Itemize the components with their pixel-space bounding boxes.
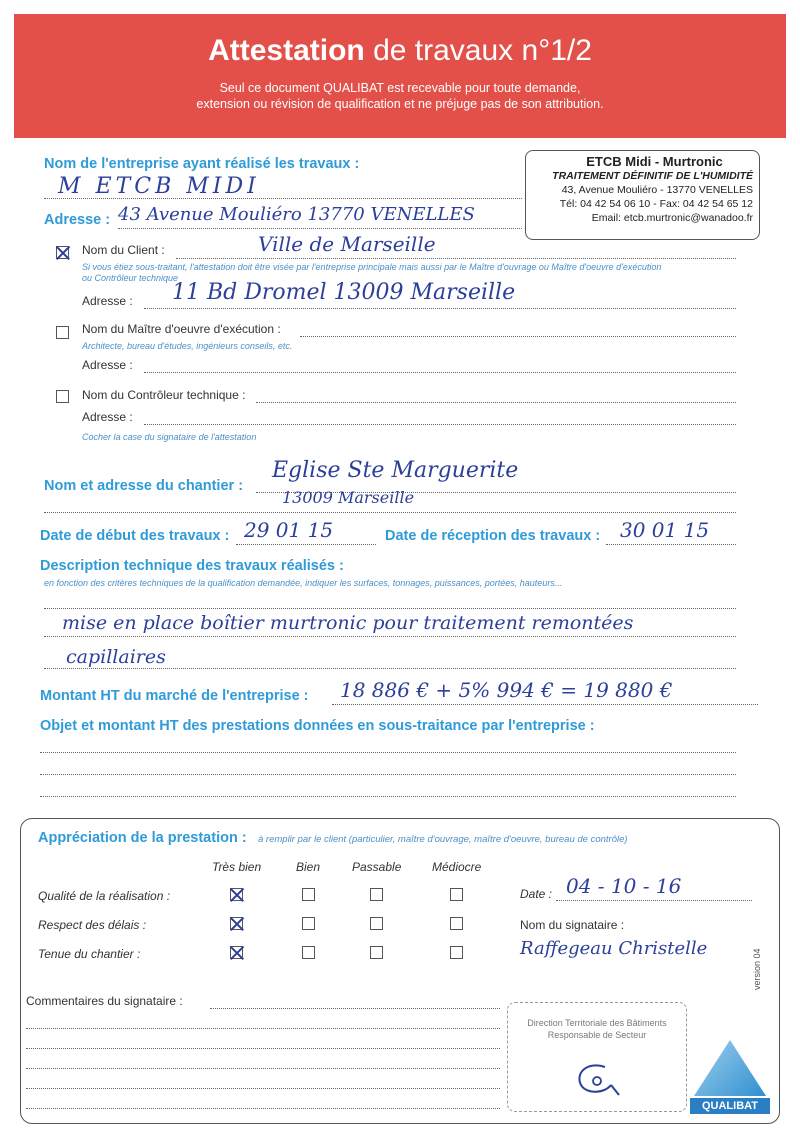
chantier-label: Nom et adresse du chantier : xyxy=(44,478,244,494)
col-bien: Bien xyxy=(296,860,321,874)
row-label-tenue: Tenue du chantier : xyxy=(38,947,141,961)
sous-traitance-line-3 xyxy=(40,796,736,797)
sous-traitance-line-1 xyxy=(40,752,736,753)
stamp-address: 43, Avenue Mouliéro - 13770 VENELLES xyxy=(561,184,753,196)
chantier-line-2 xyxy=(44,512,736,513)
description-value-line-2[interactable]: capillaires xyxy=(66,646,166,668)
stamp-email: Email: etcb.murtronic@wanadoo.fr xyxy=(591,212,753,224)
reception-date-label: Date de réception des travaux : xyxy=(385,528,601,544)
qualibat-logo-text: QUALIBAT xyxy=(690,1098,770,1114)
client-address-value[interactable]: 11 Bd Dromel 13009 Marseille xyxy=(172,280,516,305)
appreciation-hint: à remplir par le client (particulier, maître d'ouvrage, maître d'oeuvre, bureau de contrôle) xyxy=(258,834,628,845)
tenue-tres-bien-checkbox[interactable] xyxy=(230,946,243,959)
reception-date-line xyxy=(606,544,736,545)
signataire-value[interactable]: Raffegeau Christelle xyxy=(520,938,708,959)
signataire-label: Nom du signataire : xyxy=(520,918,625,932)
controleur-line xyxy=(256,402,736,403)
comments-line-2 xyxy=(26,1028,500,1029)
company-address-label: Adresse : xyxy=(44,212,111,228)
client-value[interactable]: Ville de Marseille xyxy=(258,232,436,256)
client-hint-line-2: ou Contrôleur technique xyxy=(82,273,179,283)
stamp-phone: Tél: 04 42 54 06 10 - Fax: 04 42 54 65 12 xyxy=(559,198,753,210)
qualite-bien-checkbox[interactable] xyxy=(302,888,315,901)
client-address-line xyxy=(144,308,736,309)
stamp-name: ETCB Midi - Murtronic xyxy=(586,154,723,169)
page-title xyxy=(14,34,786,68)
subtitle-line-2: extension ou révision de qualification et ne préjuge pas de son attribution. xyxy=(196,97,604,111)
client-checkbox[interactable] xyxy=(56,246,69,259)
company-line xyxy=(44,198,522,199)
tenue-passable-checkbox[interactable] xyxy=(370,946,383,959)
comments-label: Commentaires du signataire : xyxy=(26,994,183,1008)
header-banner xyxy=(14,14,786,138)
company-stamp xyxy=(525,150,760,240)
company-address-line xyxy=(118,228,522,229)
description-label: Description technique des travaux réalisés : xyxy=(40,558,344,574)
reception-date-value[interactable]: 30 01 15 xyxy=(620,518,710,542)
version-label: version 04 xyxy=(752,948,762,990)
stamp-tagline: TRAITEMENT DÉFINITIF DE L'HUMIDITÉ xyxy=(552,170,753,182)
comments-line-1 xyxy=(210,1008,500,1009)
controleur-address-label: Adresse : xyxy=(82,410,133,424)
description-line-3 xyxy=(44,668,736,669)
maitre-oeuvre-address-line xyxy=(144,372,736,373)
montant-label: Montant HT du marché de l'entreprise : xyxy=(40,688,309,704)
appreciation-title: Appréciation de la prestation : xyxy=(38,830,247,846)
description-line-2 xyxy=(44,636,736,637)
montant-value[interactable]: 18 886 € + 5% 994 € = 19 880 € xyxy=(340,678,673,702)
comments-line-4 xyxy=(26,1068,500,1069)
title-rest: de travaux n°1/2 xyxy=(373,34,592,67)
col-passable: Passable xyxy=(352,860,402,874)
controleur-hint: Cocher la case du signataire de l'attestation xyxy=(82,432,257,442)
delais-bien-checkbox[interactable] xyxy=(302,917,315,930)
row-label-delais: Respect des délais : xyxy=(38,918,147,932)
date-value[interactable]: 04 - 10 - 16 xyxy=(566,874,682,898)
qualibat-logo-icon xyxy=(694,1040,766,1096)
col-tres-bien: Très bien xyxy=(212,860,262,874)
comments-line-3 xyxy=(26,1048,500,1049)
date-line xyxy=(556,900,752,901)
subtitle-line-1: Seul ce document QUALIBAT est recevable pour toute demande, xyxy=(219,81,581,95)
client-address-label: Adresse : xyxy=(82,294,133,308)
tenue-bien-checkbox[interactable] xyxy=(302,946,315,959)
date-label: Date : xyxy=(520,887,553,901)
qualibat-logo xyxy=(690,1040,770,1116)
company-label: Nom de l'entreprise ayant réalisé les travaux : xyxy=(44,156,360,172)
comments-line-5 xyxy=(26,1088,500,1089)
signature-stamp-line-2: Responsable de Secteur xyxy=(547,1030,647,1040)
qualite-passable-checkbox[interactable] xyxy=(370,888,383,901)
client-line xyxy=(176,258,736,259)
row-label-qualite: Qualité de la réalisation : xyxy=(38,889,171,903)
controleur-label: Nom du Contrôleur technique : xyxy=(82,388,246,402)
maitre-oeuvre-line xyxy=(300,336,736,337)
delais-mediocre-checkbox[interactable] xyxy=(450,917,463,930)
delais-tres-bien-checkbox[interactable] xyxy=(230,917,243,930)
description-line-1 xyxy=(44,608,736,609)
maitre-oeuvre-hint: Architecte, bureau d'études, ingénieurs conseils, etc. xyxy=(82,341,293,351)
description-value-line-1[interactable]: mise en place boîtier murtronic pour traitement remontées xyxy=(62,612,634,634)
description-hint: en fonction des critères techniques de la qualification demandée, indiquer les surfaces, tonnages, puissances, portées, hauteurs... xyxy=(44,578,563,588)
tenue-mediocre-checkbox[interactable] xyxy=(450,946,463,959)
client-label: Nom du Client : xyxy=(82,243,165,257)
controleur-checkbox[interactable] xyxy=(56,390,69,403)
maitre-oeuvre-label: Nom du Maître d'oeuvre d'exécution : xyxy=(82,322,281,336)
start-date-value[interactable]: 29 01 15 xyxy=(244,518,334,542)
delais-passable-checkbox[interactable] xyxy=(370,917,383,930)
company-value[interactable]: M ETCB MIDI xyxy=(58,174,260,199)
company-address-value[interactable]: 43 Avenue Mouliéro 13770 VENELLES xyxy=(118,204,475,225)
signature-mark xyxy=(567,1059,627,1099)
header-subtitle xyxy=(14,80,786,112)
chantier-value-line-1[interactable]: Eglise Ste Marguerite xyxy=(272,458,519,483)
controleur-address-line xyxy=(144,424,736,425)
sous-traitance-label: Objet et montant HT des prestations données en sous-traitance par l'entreprise : xyxy=(40,718,595,734)
maitre-oeuvre-checkbox[interactable] xyxy=(56,326,69,339)
qualite-tres-bien-checkbox[interactable] xyxy=(230,888,243,901)
signature-stamp xyxy=(507,1002,687,1112)
col-mediocre: Médiocre xyxy=(432,860,482,874)
qualite-mediocre-checkbox[interactable] xyxy=(450,888,463,901)
title-bold: Attestation xyxy=(208,34,365,67)
sous-traitance-line-2 xyxy=(40,774,736,775)
comments-line-6 xyxy=(26,1108,500,1109)
start-date-label: Date de début des travaux : xyxy=(40,528,230,544)
chantier-value-line-2[interactable]: 13009 Marseille xyxy=(282,488,415,507)
maitre-oeuvre-address-label: Adresse : xyxy=(82,358,133,372)
montant-line xyxy=(332,704,758,705)
client-hint-line-1: Si vous étiez sous-traitant, l'attestation doit être visée par l'entreprise principale mais aussi par le Maître d'ouvrage ou Maître d'oeuvre d'exécution xyxy=(82,262,662,272)
start-date-line xyxy=(236,544,376,545)
signature-stamp-line-1: Direction Territoriale des Bâtiments xyxy=(527,1018,667,1028)
